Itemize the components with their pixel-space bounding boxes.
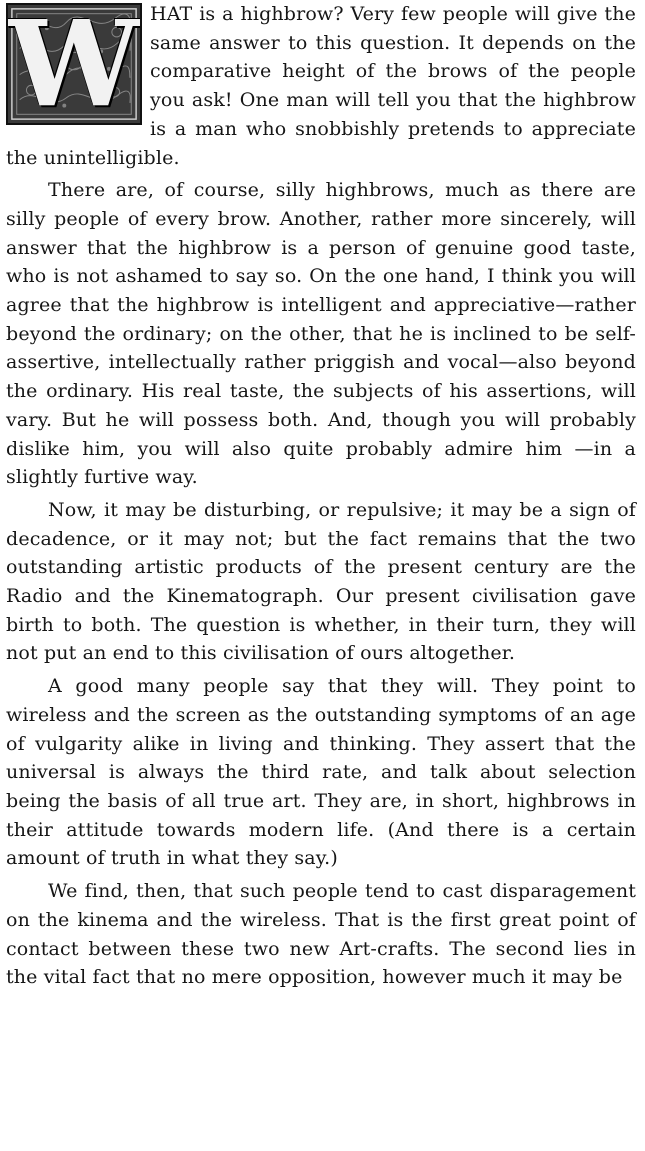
illuminated-drop-cap — [6, 3, 142, 125]
paragraph-1 — [6, 0, 636, 172]
paragraph-5: We find, then, that such people tend to cast disparagement on the kinema and the wireless. That is the first great point of contact between these two new Art-crafts. The second lies in the vital fact that no mere opposition, however much it may be — [6, 880, 636, 989]
paragraph-1-text: HAT is a highbrow? Very few people will give the same answer to this question. It depends on the comparative height of the brows of the people you ask! One man will tell you that the highbrow is a man who snobbishly pretends to appreciate the unintelligible. — [6, 3, 636, 169]
article-page — [6, 0, 636, 996]
drop-cap-letter: W — [7, 3, 141, 125]
paragraph-2: There are, of course, silly highbrows, much as there are silly people of every brow. Another, rather more sincerely, will answer that the highbrow is a person of genuine good taste, who is not ashamed to say so. On the one hand, I think you will agree that the highbrow is intelligent and appreciative—rather beyond the ordinary; on the other, that he is inclined to be self-assertive, intellectually rather priggish and vocal—also beyond the ordinary. His real taste, the subjects of his assertions, will vary. But he will possess both. And, though you will probably dislike him, you will also quite probably admire him —in a slightly furtive way. — [6, 179, 636, 489]
paragraph-3: Now, it may be disturbing, or repulsive; it may be a sign of decadence, or it may not; but the fact remains that the two outstanding artistic products of the present century are the Radio and the Kinematograph. Our present civilisation gave birth to both. The question is whether, in their turn, they will not put an end to this civilisation of ours altogether. — [6, 498, 636, 665]
paragraph-4: A good many people say that they will. They point to wireless and the screen as the outstanding symptoms of an age of vulgarity alike in living and thinking. They assert that the universal is always the third rate, and talk about selection being the basis of all true art. They are, in short, highbrows in their attitude towards modern life. (And there is a certain amount of truth in what they say.) — [6, 675, 636, 870]
